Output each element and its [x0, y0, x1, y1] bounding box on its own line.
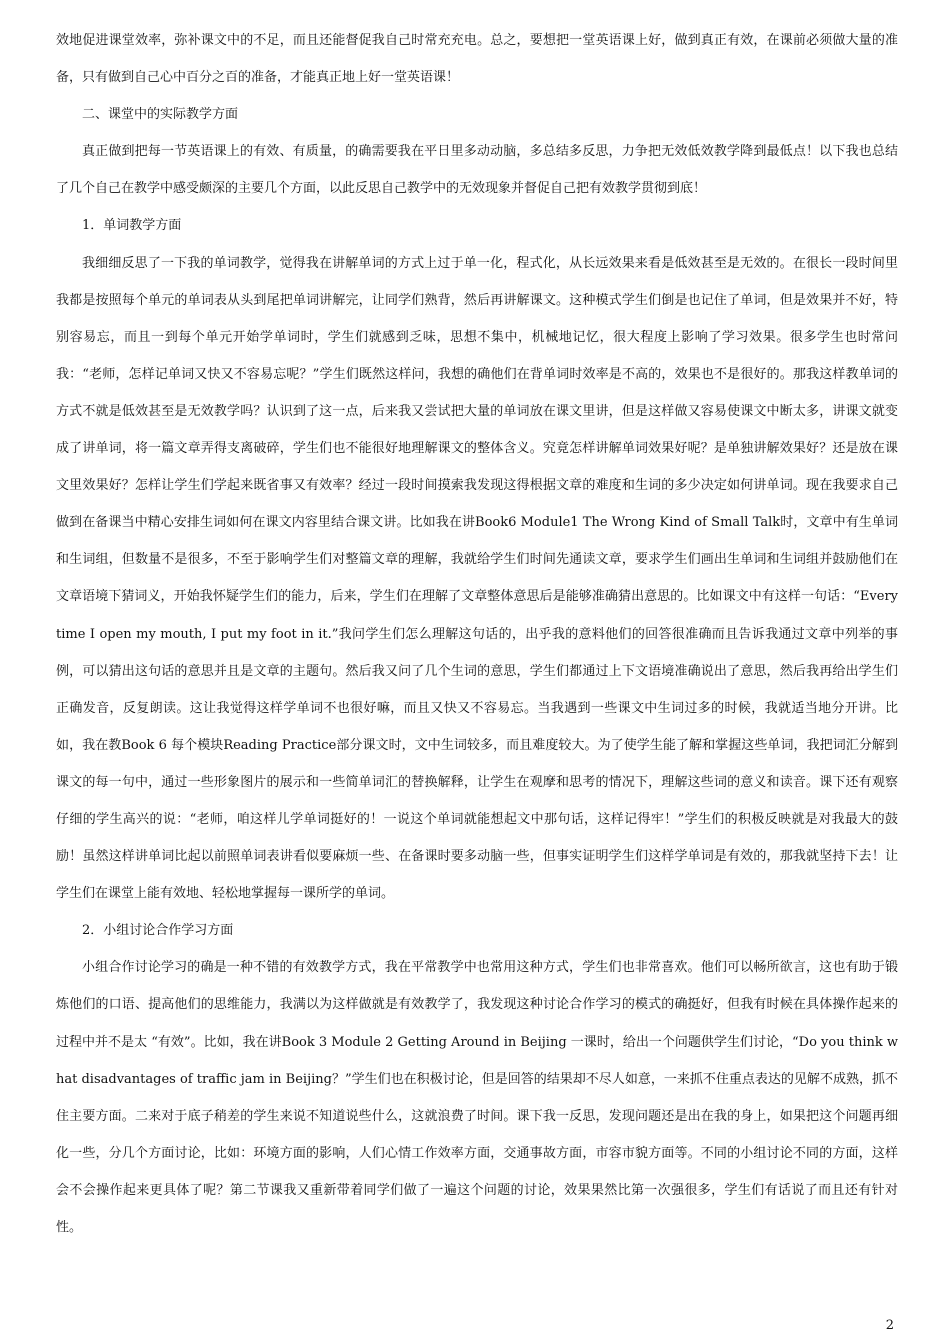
document-body [56, 22, 898, 1246]
paragraph-continuation: 效地促进课堂效率，弥补课文中的不足，而且还能督促我自己时常充充电。总之，要想把一堂英语课上好，做到真正有效，在课前必须做大量的准备，只有做到自己心中百分之百的准备，才能真正地上好一堂英语课！ [56, 33, 898, 86]
paragraph-group-discussion: 小组合作讨论学习的确是一种不错的有效教学方式，我在平常教学中也常用这种方式，学生们也非常喜欢。他们可以畅所欲言，这也有助于锻炼他们的口语、提高他们的思维能力，我满以为这样做就是有效教学了，我发现这种讨论合作学习的模式的确挺好，但我有时候在具体操作起来的过程中并不是太 “有效”。比如，我在讲Book 3 Module 2 Getting Around in Beijing 一课时，给出一个问题供学生们讨论，“Do you think what disadvantages of traffic jam in Beijing？”学生们也在积极讨论，但是回答的结果却不尽人如意，一来抓不住重点表达的见解不成熟，抓不住主要方面。二来对于底子稍差的学生来说不知道说些什么，这就浪费了时间。课下我一反思，发现问题还是出在我的身上，如果把这个问题再细化一些，分几个方面讨论，比如：环境方面的影响，人们心情工作效率方面，交通事故方面，市容市貌方面等。不同的小组讨论不同的方面，这样会不会操作起来更具体了呢？第二节课我又重新带着同学们做了一遍这个问题的讨论，效果果然比第一次强很多，学生们有话说了而且还有针对性。 [56, 960, 898, 1235]
paragraph-vocabulary-reflection: 我细细反思了一下我的单词教学，觉得我在讲解单词的方式上过于单一化，程式化，从长远效果来看是低效甚至是无效的。在很长一段时间里我都是按照每个单元的单词表从头到尾把单词讲解完，让同学们熟背，然后再讲解课文。这种模式学生们倒是也记住了单词，但是效果并不好，特别容易忘，而且一到每个单元开始学单词时，学生们就感到乏味，思想不集中，机械地记忆，很大程度上影响了学习效果。很多学生也时常问我：“老师，怎样记单词又快又不容易忘呢？”学生们既然这样问，我想的确他们在背单词时效率是不高的，效果也不是很好的。那我这样教单词的方式不就是低效甚至是无效教学吗？认识到了这一点，后来我又尝试把大量的单词放在课文里讲，但是这样做又容易使课文中断太多，讲课文就变成了讲单词，将一篇文章弄得支离破碎，学生们也不能很好地理解课文的整体含义。究竟怎样讲解单词效果好呢？是单独讲解效果好？还是放在课文里效果好？怎样让学生们学起来既省事又有效率？经过一段时间摸索我发现这得根据文章的难度和生词的多少决定如何讲单词。现在我要求自己做到在备课当中精心安排生词如何在课文内容里结合课文讲。比如我在讲Book6 Module1 The Wrong Kind of Small Talk时，文章中有生单词和生词组，但数量不是很多，不至于影响学生们对整篇文章的理解，我就给学生们时间先通读文章，要求学生们画出生单词和生词组并鼓励他们在文章语境下猜词义，开始我怀疑学生们的能力，后来，学生们在理解了文章整体意思后是能够准确猜出意思的。比如课文中有这样一句话：“Every time I open my mouth, I put my foot in it.”我问学生们怎么理解这句话的，出乎我的意料他们的回答很准确而且告诉我通过文章中列举的事例，可以猜出这句话的意思并且是文章的主题句。然后我又问了几个生词的意思，学生们都通过上下文语境准确说出了意思，然后我再给出学生们正确发音，反复朗读。这让我觉得这样学单词不也很好嘛，而且又快又不容易忘。当我遇到一些课文中生词过多的时候，我就适当地分开讲。比如，我在教Book 6 每个模块Reading Practice部分课文时，文中生词较多，而且难度较大。为了使学生能了解和掌握这些单词，我把词汇分解到课文的每一句中，通过一些形象图片的展示和一些简单词汇的替换解释，让学生在观摩和思考的情况下，理解这些词的意义和读音。课下还有观察仔细的学生高兴的说：“老师，咱这样儿学单词挺好的！一说这个单词就能想起文中那句话，这样记得牢！”学生们的积极反映就是对我最大的鼓励！虽然这样讲单词比起以前照单词表讲看似要麻烦一些、在备课时要多动脑一些，但事实证明学生们这样学单词是有效的，那我就坚持下去！让学生们在课堂上能有效地、轻松地掌握每一课所学的单词。 [56, 255, 898, 902]
section-heading-classroom-teaching: 二、课堂中的实际教学方面 [82, 107, 239, 123]
subheading-vocabulary-teaching: 1．单词教学方面 [82, 218, 182, 234]
subheading-group-discussion: 2．小组讨论合作学习方面 [82, 923, 234, 939]
page-number: 2 [885, 1318, 894, 1333]
paragraph-effective-teaching: 真正做到把每一节英语课上的有效、有质量，的确需要我在平日里多动动脑，多总结多反思，力争把无效低效教学降到最低点！以下我也总结了几个自己在教学中感受颇深的主要几个方面，以此反思自己教学中的无效现象并督促自己把有效教学贯彻到底！ [56, 144, 898, 197]
